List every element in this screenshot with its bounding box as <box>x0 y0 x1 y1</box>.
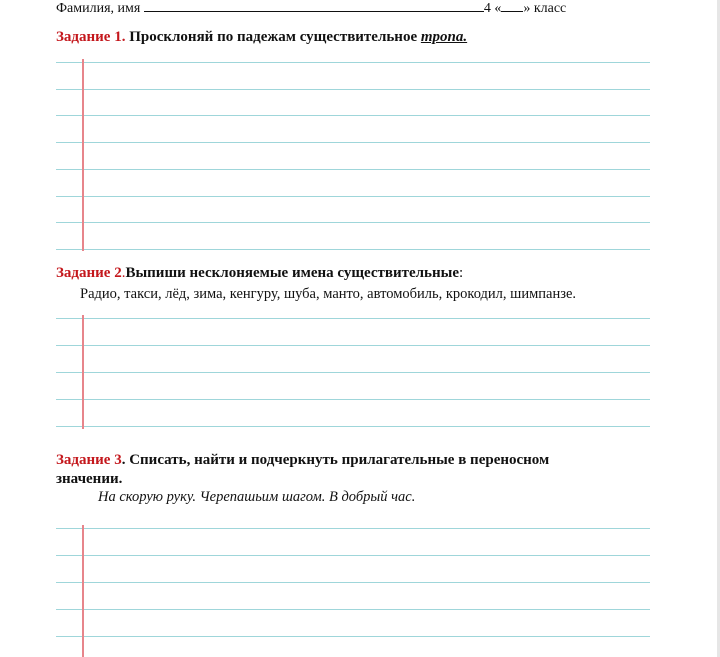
header-line <box>56 0 566 17</box>
task2-text: Выпиши несклоняемые имена существительные <box>125 265 459 281</box>
ruled-line <box>56 609 650 610</box>
ruled-line <box>56 169 650 170</box>
ruled-line <box>56 399 650 400</box>
margin-line <box>82 59 84 251</box>
margin-line <box>82 525 84 657</box>
ruled-line <box>56 636 650 637</box>
task2-word-list: Радио, такси, лёд, зима, кенгуру, шуба, манто, автомобиль, крокодил, шимпанзе. <box>80 286 577 302</box>
task3-text: . Списать, найти и подчеркнуть прилагательные в переносном <box>121 452 550 468</box>
ruled-line <box>56 196 650 197</box>
ruled-line <box>56 115 650 116</box>
task2-lined-area <box>56 318 650 430</box>
ruled-line <box>56 582 650 583</box>
task3-title <box>56 451 549 470</box>
task3-phrases: На скорую руку. Черепашьим шагом. В добрый час. <box>98 489 416 505</box>
task1-word: тропа. <box>420 29 468 45</box>
ruled-line <box>56 89 650 90</box>
name-blank <box>144 0 484 12</box>
ruled-line <box>56 142 650 143</box>
task1-number: Задание 1 <box>56 29 122 45</box>
ruled-line <box>56 528 650 529</box>
task1-lined-area <box>56 62 650 252</box>
task2-number: Задание 2 <box>56 265 122 281</box>
ruled-line <box>56 62 650 63</box>
name-label: Фамилия, имя <box>56 1 141 16</box>
ruled-line <box>56 345 650 346</box>
task2-colon: : <box>459 265 464 281</box>
task1-text: Просклоняй по падежам существительное <box>129 29 418 45</box>
grade-blank <box>501 0 523 12</box>
task2-title <box>56 264 463 283</box>
task1-dot: . <box>121 29 126 45</box>
grade-suffix: » класс <box>523 1 567 16</box>
grade-prefix: 4 « <box>483 1 502 16</box>
ruled-line <box>56 426 650 427</box>
margin-line <box>82 315 84 429</box>
ruled-line <box>56 222 650 223</box>
task3-title-line2: значении. <box>56 471 123 487</box>
ruled-line <box>56 555 650 556</box>
ruled-line <box>56 318 650 319</box>
ruled-line <box>56 249 650 250</box>
task3-number: Задание 3 <box>56 452 122 468</box>
task3-lined-area <box>56 528 650 657</box>
ruled-line <box>56 372 650 373</box>
task1-title <box>56 28 467 47</box>
task2-dot: . <box>121 265 126 281</box>
